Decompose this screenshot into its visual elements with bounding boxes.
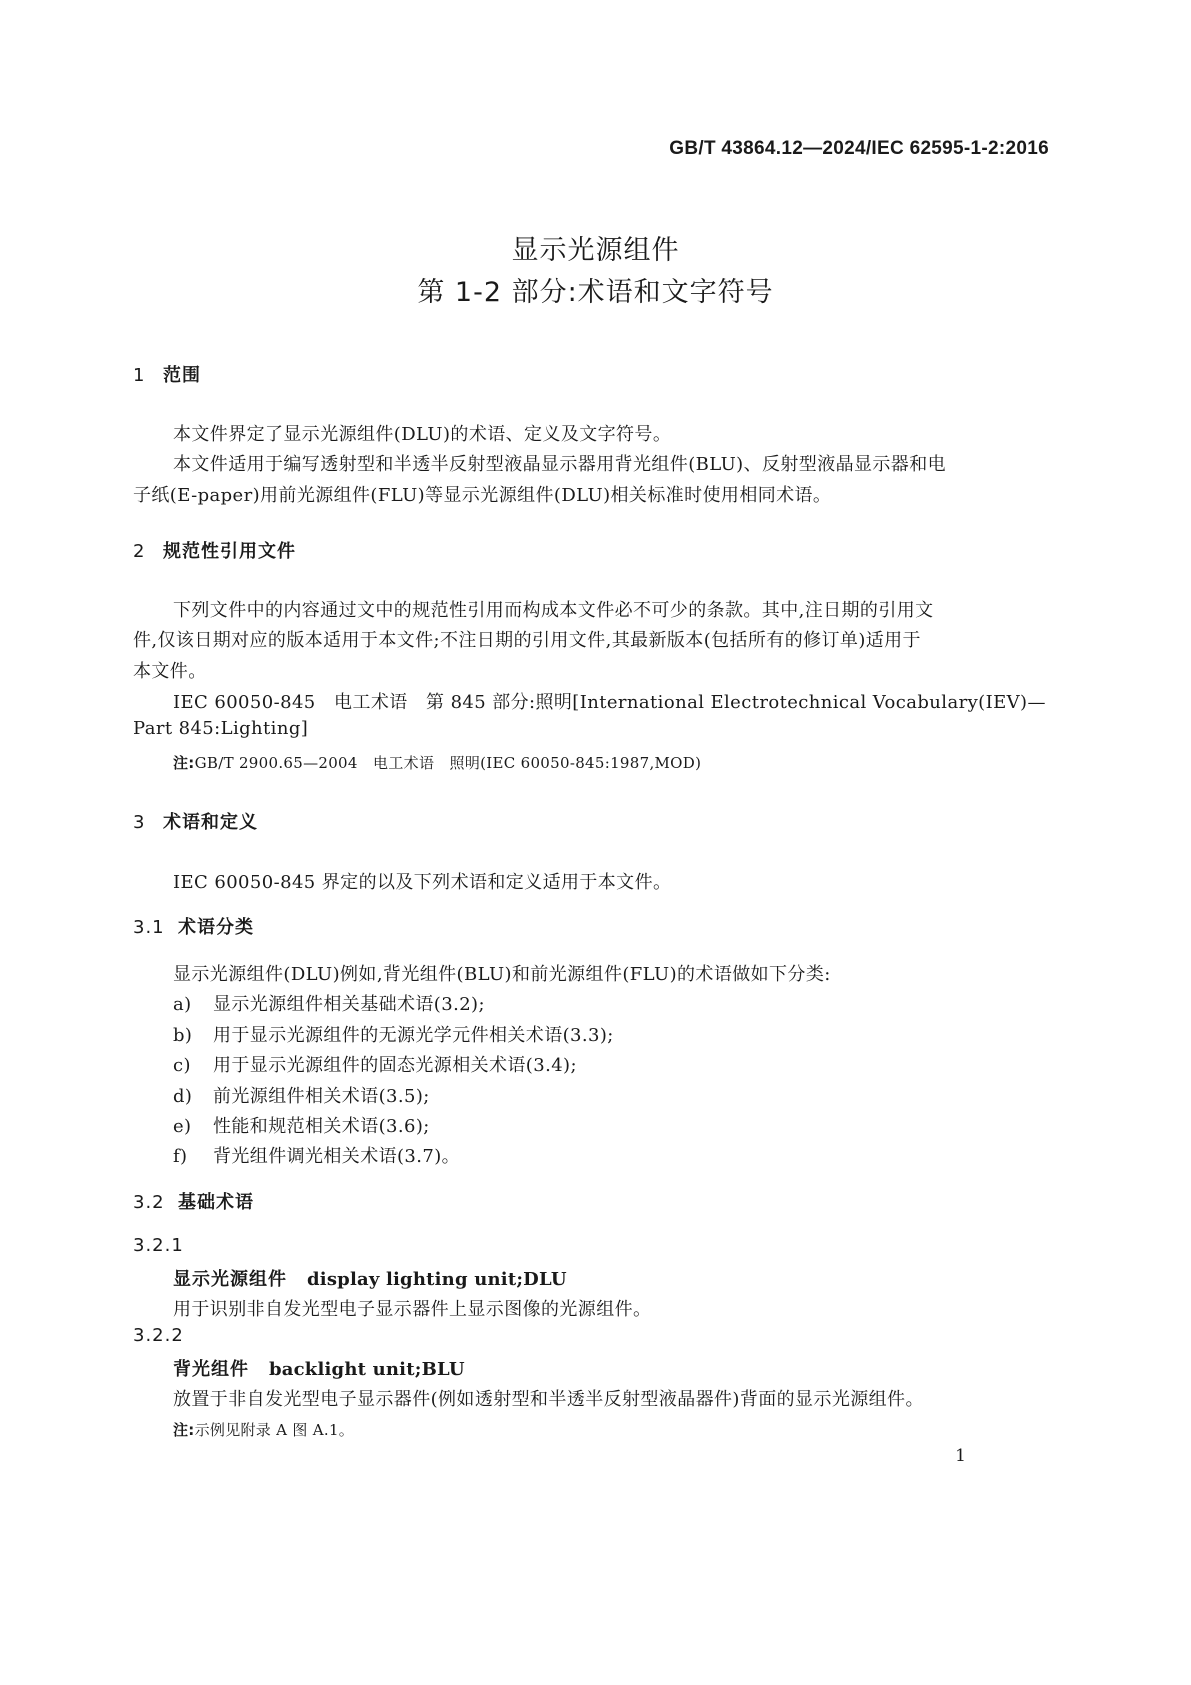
term-number: 3.2.1 [133,1235,184,1256]
note [173,752,701,773]
note-text: GB/T 2900.65—2004 电工术语 照明(IEC 60050-845:1987,MOD) [194,754,702,772]
section-number: 3.2 [133,1192,165,1213]
document-subtitle: 第 1-2 部分:术语和文字符号 [417,277,774,308]
section-title: 规范性引用文件 [163,541,296,562]
section-title: 术语和定义 [163,812,258,833]
term-zh: 背光组件 [173,1359,249,1380]
standard-code: GB/T 43864.12—2024/IEC 62595-1-2:2016 [669,138,1049,159]
list-item-text: 前光源组件相关术语(3.5); [213,1086,430,1107]
term-zh: 显示光源组件 [173,1269,287,1290]
section-number: 1 [133,365,146,386]
list-item-label: a) [173,994,192,1015]
normative-reference: Part 845:Lighting] [133,718,309,739]
term-definition: 放置于非自发光型电子显示器件(例如透射型和半透半反射型液晶器件)背面的显示光源组件。 [173,1389,924,1410]
list-item [173,990,485,1016]
section-title: 术语分类 [178,917,254,938]
section-2-heading [133,537,296,563]
paragraph: 本文件界定了显示光源组件(DLU)的术语、定义及文字符号。 [173,424,672,445]
list-item-label: d) [173,1086,193,1107]
list-item [173,1082,430,1108]
subsection-3-2-heading [133,1188,254,1214]
document-title: 显示光源组件 [511,235,680,266]
list-item [173,1021,614,1047]
term-en: backlight unit;BLU [269,1359,465,1380]
page-number: 1 [955,1446,966,1466]
list-item-label: e) [173,1116,192,1137]
note-label: 注: [173,754,195,772]
term-entry [173,1265,567,1291]
normative-reference: IEC 60050-845 电工术语 第 845 部分:照明[International Electrotechnical Vocabulary(IEV)— [173,692,1046,713]
term-entry [173,1355,465,1381]
note [173,1419,354,1440]
list-item-label: b) [173,1025,193,1046]
list-item-text: 性能和规范相关术语(3.6); [213,1116,430,1137]
list-item-text: 显示光源组件相关基础术语(3.2); [213,994,485,1015]
paragraph: 本文件。 [133,661,207,682]
list-item-text: 背光组件调光相关术语(3.7)。 [213,1146,461,1167]
paragraph: 下列文件中的内容通过文中的规范性引用而构成本文件必不可少的条款。其中,注日期的引用文 [173,600,934,621]
section-title: 范围 [163,365,201,386]
term-number: 3.2.2 [133,1325,184,1346]
paragraph: IEC 60050-845 界定的以及下列术语和定义适用于本文件。 [173,872,672,893]
section-3-heading [133,808,258,834]
paragraph: 显示光源组件(DLU)例如,背光组件(BLU)和前光源组件(FLU)的术语做如下分类: [173,964,831,985]
list-item-text: 用于显示光源组件的固态光源相关术语(3.4); [213,1055,577,1076]
section-number: 2 [133,541,146,562]
list-item [173,1051,577,1077]
section-title: 基础术语 [178,1192,254,1213]
section-number: 3 [133,812,146,833]
section-1-heading [133,361,201,387]
term-definition: 用于识别非自发光型电子显示器件上显示图像的光源组件。 [173,1299,652,1320]
note-text: 示例见附录 A 图 A.1。 [194,1421,355,1439]
list-item [173,1142,460,1168]
paragraph: 本文件适用于编写透射型和半透半反射型液晶显示器用背光组件(BLU)、反射型液晶显示器和电 [173,454,947,475]
list-item-text: 用于显示光源组件的无源光学元件相关术语(3.3); [213,1025,614,1046]
list-item [173,1112,430,1138]
note-label: 注: [173,1421,195,1439]
section-number: 3.1 [133,917,165,938]
subsection-3-1-heading [133,913,254,939]
term-en: display lighting unit;DLU [307,1269,567,1290]
list-item-label: c) [173,1055,191,1076]
paragraph: 件,仅该日期对应的版本适用于本文件;不注日期的引用文件,其最新版本(包括所有的修订单)适用于 [133,630,921,651]
list-item-label: f) [173,1146,188,1167]
paragraph: 子纸(E-paper)用前光源组件(FLU)等显示光源组件(DLU)相关标准时使用相同术语。 [133,485,832,506]
